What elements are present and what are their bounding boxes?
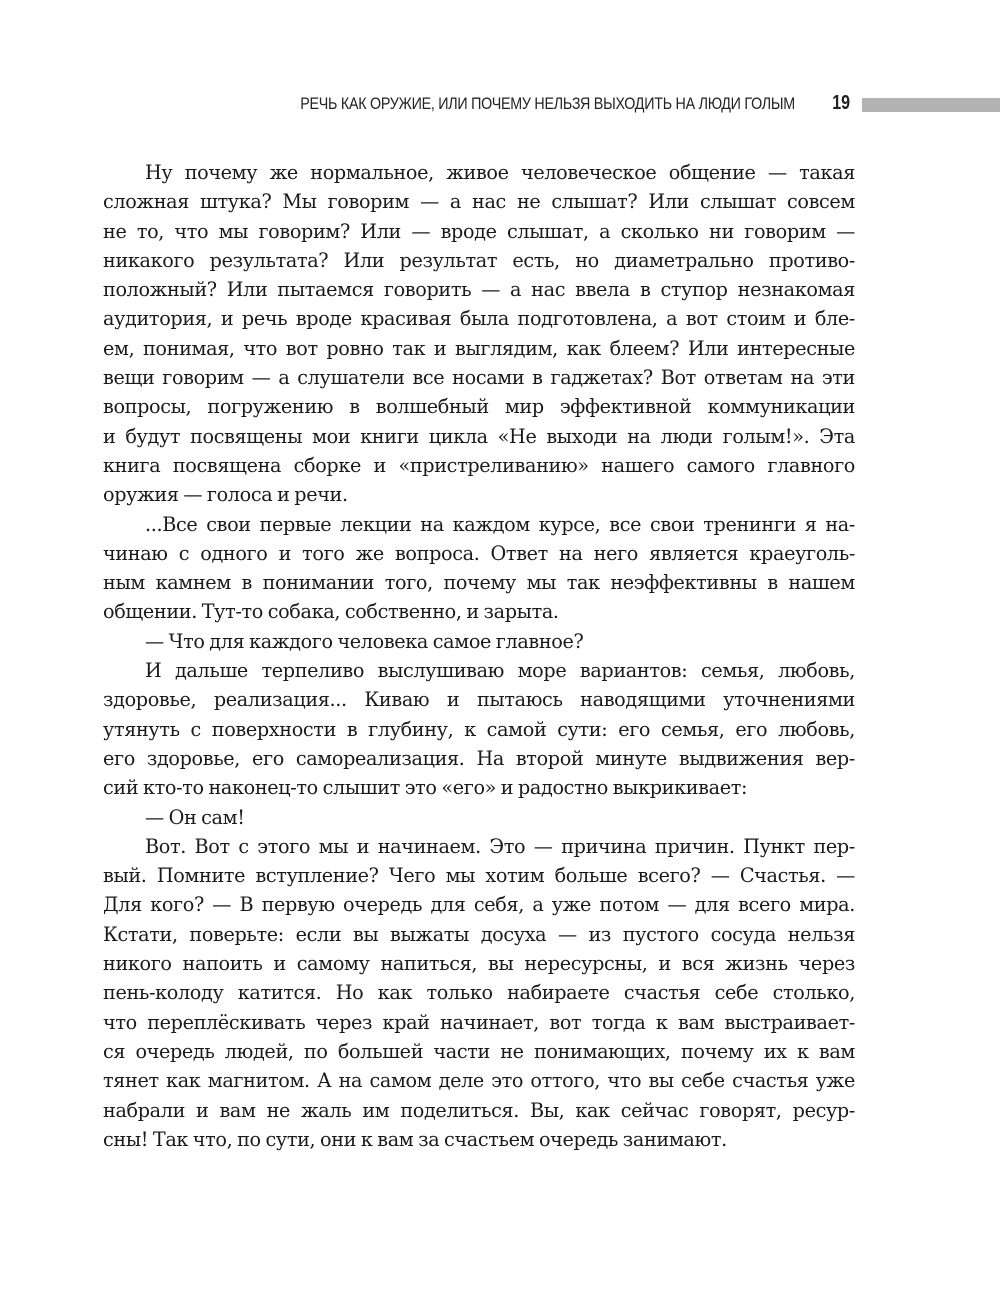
text-line: Кстати, поверьте: если вы выжаты досуха — из пустого сосуда нельзя: [103, 922, 855, 946]
text-line: ем, понимая, что вот ровно так и выглядим, как блеем? Или интересные: [103, 336, 855, 360]
header-decorative-bar: [862, 98, 1000, 112]
text-line: сны! Так что, по сути, они к вам за счастьем очередь занимают.: [103, 1127, 727, 1151]
text-line: — Что для каждого человека самое главное?: [145, 629, 584, 653]
text-line: и будут посвящены мои книги цикла «Не выходи на люди голым!». Эта: [103, 424, 855, 448]
text-line: книга посвящена сборке и «пристреливанию» нашего самого главного: [103, 453, 855, 477]
text-line: утянуть с поверхности в глубину, к самой сути: его семья, его любовь,: [103, 717, 855, 741]
text-line: И дальше терпеливо выслушиваю море вариантов: семья, любовь,: [145, 659, 855, 683]
body-text: [103, 158, 855, 1154]
text-line: не то, что мы говорим? Или — вроде слышат, а сколько ни говорим —: [103, 219, 855, 243]
text-line: тянет как магнитом. А на самом деле это оттого, что вы себе счастья уже: [103, 1069, 855, 1093]
running-header: [0, 92, 1000, 122]
text-line: никого напоить и самому напиться, вы нересурсны, и вся жизнь через: [103, 952, 855, 976]
text-line: сложная штука? Мы говорим — а нас не слышат? Или слышат совсем: [103, 190, 855, 214]
text-line: оружия — голоса и речи.: [103, 483, 348, 507]
text-line: чинаю с одного и того же вопроса. Ответ на него является краеуголь-: [103, 541, 855, 565]
text-line: пень-колоду катится. Но как только набираете счастья себе столько,: [103, 981, 855, 1005]
running-title: РЕЧЬ КАК ОРУЖИЕ, ИЛИ ПОЧЕМУ НЕЛЬЗЯ ВЫХОДИТЬ НА ЛЮДИ ГОЛЫМ: [300, 94, 795, 113]
text-line: здоровье, реализация... Киваю и пытаюсь наводящими уточнениями: [103, 688, 855, 712]
text-line: общении. Тут-то собака, собственно, и зарыта.: [103, 600, 559, 624]
text-line: ...Все свои первые лекции на каждом курсе, все свои тренинги я на-: [145, 512, 855, 536]
text-line: ным камнем в понимании того, почему мы так неэффективны в нашем: [103, 571, 855, 595]
text-line: что переплёскивать через край начинает, вот тогда к вам выстраивает-: [103, 1010, 855, 1034]
text-line: Для кого? — В первую очередь для себя, а уже потом — для всего мира.: [103, 893, 855, 917]
page-number: 19: [832, 92, 851, 114]
text-line: аудитория, и речь вроде красивая была подготовлена, а вот стоим и бле-: [103, 307, 855, 331]
text-line: Ну почему же нормальное, живое человеческое общение — такая: [145, 161, 855, 184]
text-line: ся очередь людей, по большей части не понимающих, почему их к вам: [103, 1039, 855, 1063]
text-line: никакого результата? Или результат есть, но диаметрально противо-: [103, 248, 855, 272]
text-line: положный? Или пытаемся говорить — а нас ввела в ступор незнакомая: [103, 278, 855, 302]
text-line: вещи говорим — а слушатели все носами в гаджетах? Вот ответам на эти: [103, 366, 855, 390]
text-line: его здоровье, его самореализация. На второй минуте выдвижения вер-: [103, 746, 855, 770]
text-line: вопросы, погружению в волшебный мир эффективной коммуникации: [103, 395, 855, 419]
text-line: сий кто-то наконец-то слышит это «его» и радостно выкрикивает:: [103, 776, 748, 800]
text-line: — Он сам!: [145, 805, 245, 829]
text-line: набрали и вам не жаль им поделиться. Вы, как сейчас говорят, ресур-: [103, 1098, 855, 1122]
text-line: Вот. Вот с этого мы и начинаем. Это — причина причин. Пункт пер-: [145, 834, 855, 858]
text-line: вый. Помните вступление? Чего мы хотим больше всего? — Счастья. —: [103, 864, 855, 888]
